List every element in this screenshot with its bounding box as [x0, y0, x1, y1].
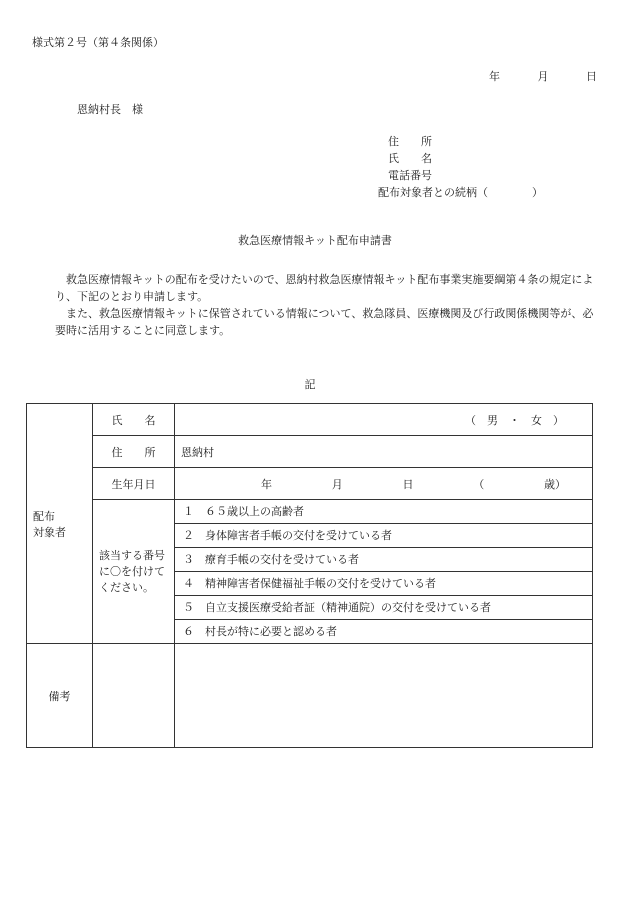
- application-table: [26, 403, 593, 748]
- sex-options[interactable]: （ 男 ・ 女 ）: [465, 413, 564, 427]
- addressee: 恩納村長 様: [77, 103, 143, 116]
- applicant-block: [378, 133, 543, 201]
- section-label: 配布 対象者: [27, 404, 93, 644]
- dob-day: 日: [402, 477, 414, 491]
- category-instruction: 該当する番号に〇を付けてください。: [93, 500, 175, 644]
- dob-label: 生年月日: [93, 468, 175, 500]
- dob-month: 月: [331, 477, 343, 491]
- address-field[interactable]: 恩納村: [175, 436, 593, 468]
- dob-year: 年: [261, 477, 272, 491]
- form-number: 様式第２号（第４条関係）: [32, 36, 164, 49]
- category-item[interactable]: ６ 村長が特に必要と認める者: [183, 625, 337, 638]
- applicant-relation-label: 配布対象者との続柄（ ）: [378, 186, 543, 199]
- category-item[interactable]: １ ６５歳以上の高齢者: [175, 500, 592, 524]
- address-label: 住 所: [93, 436, 175, 468]
- remarks-field[interactable]: [175, 644, 593, 748]
- date-year: 年: [489, 70, 500, 83]
- date-line: [489, 68, 597, 84]
- body-paragraph-2: また、救急医療情報キットに保管されている情報について、救急隊員、医療機関及び行政関係機関等が、必要時に活用することに同意します。: [55, 307, 594, 337]
- date-day: 日: [586, 70, 597, 83]
- dob-age: 歳）: [544, 477, 566, 491]
- document-title: 救急医療情報キット配布申請書: [238, 234, 392, 247]
- category-item[interactable]: ３ 療育手帳の交付を受けている者: [175, 548, 592, 572]
- applicant-phone-label: 電話番号: [388, 169, 432, 182]
- category-item[interactable]: ４ 精神障害者保健福祉手帳の交付を受けている者: [175, 572, 592, 596]
- name-field[interactable]: [175, 404, 593, 436]
- category-list: [175, 500, 593, 644]
- name-label: 氏 名: [93, 404, 175, 436]
- applicant-name-label: 氏 名: [388, 152, 432, 165]
- category-item[interactable]: ５ 自立支援医療受給者証（精神通院）の交付を受けている者: [175, 596, 592, 620]
- category-item[interactable]: ２ 身体障害者手帳の交付を受けている者: [175, 524, 592, 548]
- dob-field[interactable]: [175, 468, 593, 500]
- remarks-blank: [93, 644, 175, 748]
- applicant-address-label: 住 所: [388, 135, 432, 148]
- remarks-label: 備考: [27, 644, 93, 748]
- body-paragraph-1: 救急医療情報キットの配布を受けたいので、恩納村救急医療情報キット配布事業実施要綱第４条の規定により、下記のとおり申請します。: [55, 273, 594, 303]
- ki-heading: 記: [304, 378, 316, 391]
- body-text: [55, 271, 595, 339]
- date-month: 月: [537, 70, 549, 83]
- dob-age-open: （: [473, 477, 485, 491]
